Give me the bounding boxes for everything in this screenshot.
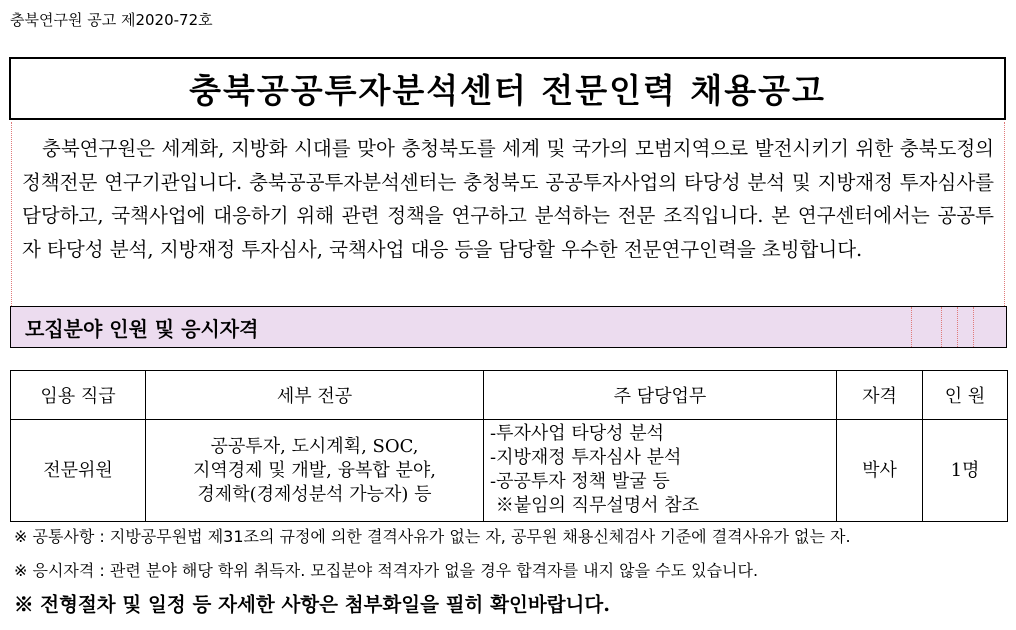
header-qualification: 자격	[837, 371, 923, 420]
major-line: 공공투자, 도시계획, SOC,	[210, 435, 419, 457]
guide-line	[911, 307, 912, 347]
guide-line	[957, 307, 958, 347]
header-headcount: 인 원	[923, 371, 1008, 420]
cell-qualification: 박사	[837, 420, 923, 522]
notice-number: 충북연구원 공고 제2020-72호	[10, 11, 213, 29]
major-line: 경제학(경제성분석 가능자) 등	[197, 483, 432, 505]
duty-line: ※붙임의 직무설명서 참조	[490, 495, 700, 516]
guide-line	[941, 307, 942, 347]
recruitment-table	[10, 370, 1008, 522]
header-duties: 주 담당업무	[484, 371, 837, 420]
cell-rank: 전문위원	[11, 420, 146, 522]
table-row	[11, 420, 1008, 522]
note-eligibility: ※ 응시자격 : 관련 분야 해당 학위 취득자. 모집분야 적격자가 없을 경우 합격자를 내지 않을 수도 있습니다.	[14, 561, 759, 580]
page-title: 충북공공투자분석센터 전문인력 채용공고	[189, 71, 826, 110]
note-check-attachment: ※ 전형절차 및 일정 등 자세한 사항은 첨부화일을 필히 확인바랍니다.	[14, 593, 610, 616]
header-rank: 임용 직급	[11, 371, 146, 420]
cell-duties	[484, 420, 837, 522]
note-common: ※ 공통사항 : 지방공무원법 제31조의 규정에 의한 결격사유가 없는 자, 공무원 채용신체검사 기준에 결격사유가 없는 자.	[14, 527, 851, 546]
major-line: 지역경제 및 개발, 융복합 분야,	[193, 459, 436, 481]
guide-line-left	[11, 122, 12, 308]
header-major: 세부 전공	[146, 371, 484, 420]
duty-line: -투자사업 타당성 분석	[490, 423, 665, 444]
guide-line	[973, 307, 974, 347]
duty-line: -공공투자 정책 발굴 등	[490, 471, 670, 492]
title-box	[9, 57, 1006, 120]
section-header	[10, 306, 1007, 348]
duty-line: -지방재정 투자심사 분석	[490, 447, 682, 468]
guide-line-right	[1004, 122, 1005, 308]
cell-headcount: 1명	[923, 420, 1008, 522]
section-title: 모집분야 인원 및 응시자격	[25, 316, 259, 341]
table-header-row	[11, 371, 1008, 420]
cell-major	[146, 420, 484, 522]
intro-paragraph: 충북연구원은 세계화, 지방화 시대를 맞아 충청북도를 세계 및 국가의 모범지역으로 발전시키기 위한 충북도정의 정책전문 연구기관입니다. 충북공공투자분석센터는 충청북도 공공투자사업의 타당성 분석 및 지방재정 투자심사를 담당하고, 국책사업에 대응하기 위해 관련 정책을 연구하고 분석하는 전문 조직입니다. 본 연구센터에서는 공공투자 타당성 분석, 지방재정 투자심사, 국책사업 대응 등을 담당할 우수한 전문연구인력을 초빙합니다.	[22, 137, 994, 261]
